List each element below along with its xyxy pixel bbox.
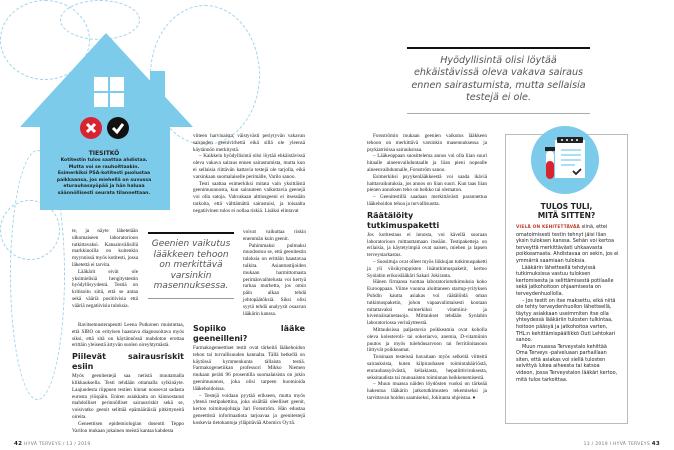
paragraph: – Lääkeoppaan suosittelema annos voi olla liian suuri hitaalle aineenvaihduntaalle ja liian pieni nopealle aineenvaihdunnalle, Forsström sanoo.: [367, 153, 487, 173]
right-footer: [560, 441, 660, 448]
paragraph: Ravitsemusterapeutti Leena Putkonen muistuttaa, että SIBO on erityisen haastava diagnosoitava myös siksi, että sitä on käytännössä mahdoton erottaa erittäin yleisestä ärtyvän suolen oireyhtymästä.: [72, 322, 184, 349]
box-body: [516, 224, 619, 383]
box-title-line: MITÄ SITTEN?: [537, 211, 596, 220]
lab-report-icon: [531, 126, 599, 194]
paragraph: siinä, ettei omatoimisesti testin tehnyt jäisi liian yksin tuloksen kanssa. Sehän voi kertoa terveyttä merkittävästi uhkaavasta poikkeamasta. Ahdistavaa on sekin, jos ei ymmärrä saamiaan tuloksia.: [516, 224, 619, 264]
section-heading: Räätälöity tutkimuspaketti: [367, 210, 440, 230]
paragraph: Toisinaan testeissä havaitaan myös selkeitä viitteitä sairauksista, kuten kilpirauhasen toimintahäiriöstä, eturauhassyövästä, keliakiasta, hepatiittiviruksesta, seksitaudista tai munuaisten toiminnan heikkenemisestä.: [367, 354, 487, 381]
paragraph: Geneettisen epidemiologian dosentti Teppo Varilon mukaan jokainen meistä kantaa kahdesta: [72, 420, 184, 434]
paragraph: Pahimmaksi pulmaksi muodostuu se, että geenitestin tuloksia on erittäin haastavaa tulkita. Asiantuntijoiden mukaan harmittomasta perimänvaihtelusta voi kertyä turhaa murhetta, jos omin päin alkaa tehdä johtopäätöksiä. Siksi olisi syytä tehdä analyysit osaavan lääkärin kanssa.: [243, 242, 306, 317]
box-title-line: TULOS TULI,: [540, 202, 593, 211]
middle-column-bottom: [193, 321, 305, 427]
paragraph: Testi saattaa esimerkiksi mitata vain yksittäistä geenimuunnosta, kun sairauteen vaikuttavia geenejä voi olla satoja. Vahvakaan alttiusgeeni ei itsessään tarkoita, että välttämättä sairastuisi, ja toisaalta negatiivinen tulos ei nollaa riskiä. Lisäksi elintavat: [193, 180, 305, 214]
paragraph: Esimerkiksi psyykenlääkkeestä voi saada ikäviä haittavaikutuksia, jos annos on liian suuri. Kun taas liian pienen annoksen teho on heikko tai olematon.: [367, 173, 487, 194]
paragraph: – Jos testit on itse maksettu, eikä niitä ole tehty terveydenhuollon lähetteellä, täytyy asiakkaan useimmiten itse olla yhteydessä lääkäriin tulosten tulkintaa, hoitoon pääsyä ja jatkohoitoa varten, THL:n kehittämispäällikkö Outi Lehtokari sanoo.: [516, 297, 616, 344]
page-number: 42: [14, 441, 23, 447]
paragraph: Hänen firmansa tuottaa laboratoriotutkimuksia koko Eurooppaan. Viime vuonna aloittaneen startup-yrityksen Puhdin kautta asiakas voi räätälöidä oman tutkimuspaketin, johon vapaavalintaisesti kootaan mitattavaksi esimerkiksi vitamiini- ja kivennäisainetasoja. Mittaukset tehdään Synlabin laboratoriossa verinäytteestä.: [367, 279, 487, 327]
paragraph: – Kaikkein hyödyllisintä olisi löytää ehkäistävissä oleva vakava sairaus ennen sairastumista, mutta kun ei sellaisia riittävän kattavia testejä ole tarjolla, eikä varsinkaan suomalaiselle perimälle, Varilo sanoo.: [193, 153, 305, 180]
check-icon: [107, 117, 129, 139]
right-narrow-column: [243, 229, 306, 317]
paragraph: Muun muassa Terveystalo kehittää Oma Terveys -palveluaan parhaillaan siten, että asiakas voi siellä tulosten selvittyä lukea aiheesta tai katsoa videon, jossa Terveystalon lääkäri kertoo, mitä tulos tarkoittaa.: [516, 343, 618, 383]
paragraph: – Testejä voidaan pyytää erikseen, mutta myös yhtenä testipakettina, joka sisältää oleelliset geenit, kertoo toimitusjohtaja Jari Forsström. Hän edustaa geneettistä informaatiota tarjoavaa ja geenitestejä koskevia tietokantoja ylläpitävää Abomics Oy:tä.: [193, 392, 305, 426]
paragraph: – Suosittuja ovat olleet myös liikkujan tutkimuspaketti ja yli viisikymppisten lisätutkimuspaketit, kertoo Synlabin erikoislääkäri Sakari Jokiranta.: [367, 258, 487, 279]
section-heading: Sopiiko lääke geeneilleni?: [193, 324, 305, 343]
pull-quote-right: [407, 47, 590, 114]
footer-text: 13 / 2019 I HYVÄ TERVEYS: [583, 442, 650, 447]
pull-quote-text: Hyödyllisintä olisi löytää ehkäistävissä oleva vakava sairaus ennen sairastumista, mutta sellaisia testejä ei ole.: [411, 55, 586, 104]
left-narrow-column: [72, 228, 138, 310]
right-page-column: [367, 133, 487, 402]
paragraph: Mittauksissa paljastuvia poikkeamia ovat kohollа oleva kolesteroli- tai sokeriarvo, anemia, D-vitamiinin puutos ja myös tulehdusarvoon tai ferritiinitasoon liittyvät poikkeamat.: [367, 326, 487, 354]
left-column-bottom: [72, 322, 184, 434]
paragraph: te, ja näyte lähetetään ulkomaiseen laboratorioon tutkittavaksi. Kansainvälisillä markkinoilla on kuitenkin myynnissä myös kotitesti, jossa lähetettä ei tarvita.: [72, 228, 138, 268]
cross-icon: [80, 117, 102, 139]
paragraph: Jos kotitestaus ei innosta, voi kävellä suoraan laboratorioon mittauttamaan itseään. Testipaketteja on erilaisia, ja käytetyimpiä ovat naisen, miehen ja lapsen terveystarkastus.: [367, 231, 487, 259]
pull-quote-left: [148, 232, 234, 299]
paragraph: – Geenitestillä saadaan merkittävästi parannettua lääkehoidon tehoa ja turvallisuutta.: [367, 194, 487, 207]
box-lead: VIELÄ ON KEHITETTÄVÄÄ: [516, 225, 581, 230]
left-column-top: [193, 133, 305, 215]
section-heading: Piilevät sairausriskit esiin: [72, 352, 184, 372]
paragraph: viiteen harvinaista, väistyvästi periytyvän vakavan sairauden geenivirhettä eikä sillä ole yleensä käytännön merkitystä.: [193, 133, 305, 153]
pull-quote-text: Geenien vaikutus lääkkeen tehoon on merkittävä varsinkin masennuksessa.: [151, 239, 231, 291]
paragraph: Forsströmin mukaan geenien vaikutus lääkkeen tehoon on merkittävä varsinkin masennuksessa ja psykiatrisissa sairauksissa.: [367, 133, 487, 153]
paragraph: voivat vaikuttaa riskin enemmän kuin geenit.: [243, 229, 306, 242]
box-title: [505, 202, 628, 220]
tiesitko-text: Kotitestin tulos saattaa ahdistaa. Mutta voi se rauhoittaakin. Esimerkiksi PSA-kotitesti puolustaa paikkaansa, jos miehellä on suvussa eturauhassyöpää ja hän haluaa säännöllisesti seurata tilannettaan.: [56, 158, 152, 196]
paragraph: Farmakogeneettiset testit ovat tärkeitä lääkehoidon tehon tai turvallisuuden kannalta. Tällä hetkellä on käytössä kymmenkunta tällaista testiä. Farmakogenetiikan professori Mikko Niemen mukaan peräti 96 prosentilla suomalaisista on jokin geenimuunnos, joka olisi tarpeen huomioida lääkehoidoissa.: [193, 345, 305, 392]
paragraph: Myös geenitestejä saa netistä muutamalla klikkauksella. Testi tehdään ottamalla sylkinäyte. Laajuudesta riippuen testien hinnat nousevat sadasta eurosta ylöspäin. Eniten asiakkaita on kiinnostanut mahdolliset perinnölliset sairausriskit sekä se, voisivatko geenit selittää epämääräisiä pitkittyneitä oireita.: [72, 373, 184, 420]
page-number: 43: [651, 441, 660, 447]
left-footer: [14, 441, 91, 448]
tiesitko-box: [54, 150, 154, 198]
tiesitko-title: TIESITKÖ: [88, 150, 120, 157]
footer-text: HYVÄ TERVEYS / 13 / 2019: [24, 442, 91, 447]
paragraph: Lääkärit eivät ole yksimielisiä hengitystestin hyödyllisyydestä. Testiä on kritisoitu siitä, että se antaa sekä vääriä positiivisia että vääriä negatiivisia tuloksia.: [72, 268, 138, 309]
paragraph: Lääkärin lähetteellä tehdyissä tutkimuksissa vastuu tuloksen kertomisesta ja selittämisestä potilaalle sekä jatkohoitoon ohjaamisesta on terveydenhuollolla.: [516, 264, 614, 297]
paragraph: – Muun muassa näiden löydösten vuoksi on tärkeää hakeutua lääkärin jatkotutkimusten tekemiseksi ja tarvittavan hoidon saamiseksi, Jokiranta ohjeistaa. ♦: [367, 381, 487, 401]
